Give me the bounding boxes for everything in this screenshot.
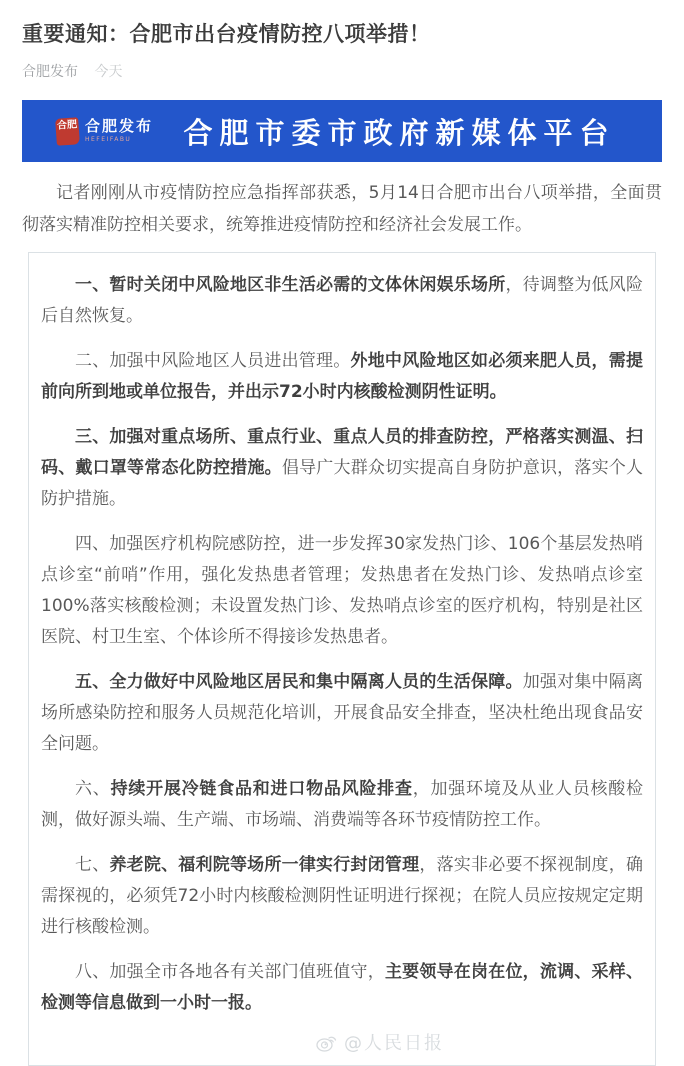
measure-item-segment: ，落实非必要不探视制度，确需探视的，必须凭72小时内核酸检测阴性证明进行探视；在院人员应按规定定期进行核酸检测。 xyxy=(41,855,643,938)
source-account-link[interactable]: 合肥发布 xyxy=(22,64,78,81)
measure-item-segment: 持续开展冷链食品和进口物品风险排查 xyxy=(110,779,413,800)
watermark xyxy=(117,1029,643,1055)
measure-item-segment: 五、全力做好中风险地区居民和集中隔离人员的生活保障。 xyxy=(75,672,523,693)
publish-date: 今天 xyxy=(94,64,123,81)
article-title: 重要通知：合肥市出台疫情防控八项举措！ xyxy=(22,22,431,46)
measure-item xyxy=(41,774,643,836)
watermark-handle: @人民日报 xyxy=(344,1033,444,1055)
measure-item xyxy=(41,850,643,943)
measure-item-segment: 二、加强中风险地区人员进出管理。 xyxy=(75,351,351,372)
measure-item-segment: 养老院、福利院等场所一律实行封闭管理 xyxy=(109,855,420,876)
measure-item xyxy=(41,667,643,760)
measure-item-segment: ，待调整为低风险后自然恢复。 xyxy=(41,275,643,327)
measure-item-segment: 四、加强医疗机构院感防控，进一步发挥30家发热门诊、106个基层发热哨点诊室“前哨”作用，强化发热患者管理；发热患者在发热门诊、发热哨点诊室100%落实核酸检测；未设置发热门诊、发热哨点诊室的医疗机构，特别是社区医院、村卫生室、个体诊所不得接诊发热患者。 xyxy=(41,534,643,648)
measure-item-segment: 三、加强对重点场所、重点行业、重点人员的排查防控，严格落实测温、扫码、戴口罩等常态化防控措施。 xyxy=(41,427,643,479)
measure-item xyxy=(41,957,643,1019)
intro-paragraph: 记者刚刚从市疫情防控应急指挥部获悉，5月14日合肥市出台八项举措，全面贯彻落实精准防控相关要求，统筹推进疫情防控和经济社会发展工作。 xyxy=(22,183,662,236)
measures-box xyxy=(28,252,656,1066)
measure-item-segment: 主要领导在岗在位，流调、采样、检测等信息做到一小时一报。 xyxy=(41,962,643,1014)
hefei-fabu-seal-icon: 合肥 xyxy=(55,117,80,146)
measure-item-segment: 倡导广大群众切实提高自身防护意识，落实个人防护措施。 xyxy=(41,458,644,510)
measure-item-segment: 六、 xyxy=(75,779,111,800)
logo-name: 合肥发布 xyxy=(85,117,154,136)
banner-title: 合肥市委市政府新媒体平台 xyxy=(183,115,616,150)
measure-item-segment: 八、加强全市各地各有关部门值班值守， xyxy=(75,962,385,983)
measures-list xyxy=(41,270,643,1019)
hefei-fabu-logo xyxy=(56,118,153,145)
measure-item-segment: 七、 xyxy=(75,855,110,876)
measure-item-segment: ，加强环境及从业人员核酸检测，做好源头端、生产端、市场端、消费端等各环节疫情防控工作。 xyxy=(41,779,644,831)
measure-item-segment: 外地中风险地区如必须来肥人员，需提前向所到地或单位报告，并出示72小时内核酸检测阴性证明。 xyxy=(41,351,643,403)
weibo-icon xyxy=(316,1033,338,1052)
measure-item-segment: 一、暂时关闭中风险地区非生活必需的文体休闲娱乐场所 xyxy=(75,275,506,296)
platform-banner xyxy=(22,100,662,162)
measure-item xyxy=(41,270,643,332)
measure-item xyxy=(41,529,643,653)
measure-item xyxy=(41,346,643,408)
logo-tagline: HEFEIFABU xyxy=(85,136,132,144)
measure-item xyxy=(41,422,643,515)
byline xyxy=(22,65,662,79)
measure-item-segment: 加强对集中隔离场所感染防控和服务人员规范化培训，开展食品安全排查，坚决杜绝出现食品安全问题。 xyxy=(41,672,643,755)
